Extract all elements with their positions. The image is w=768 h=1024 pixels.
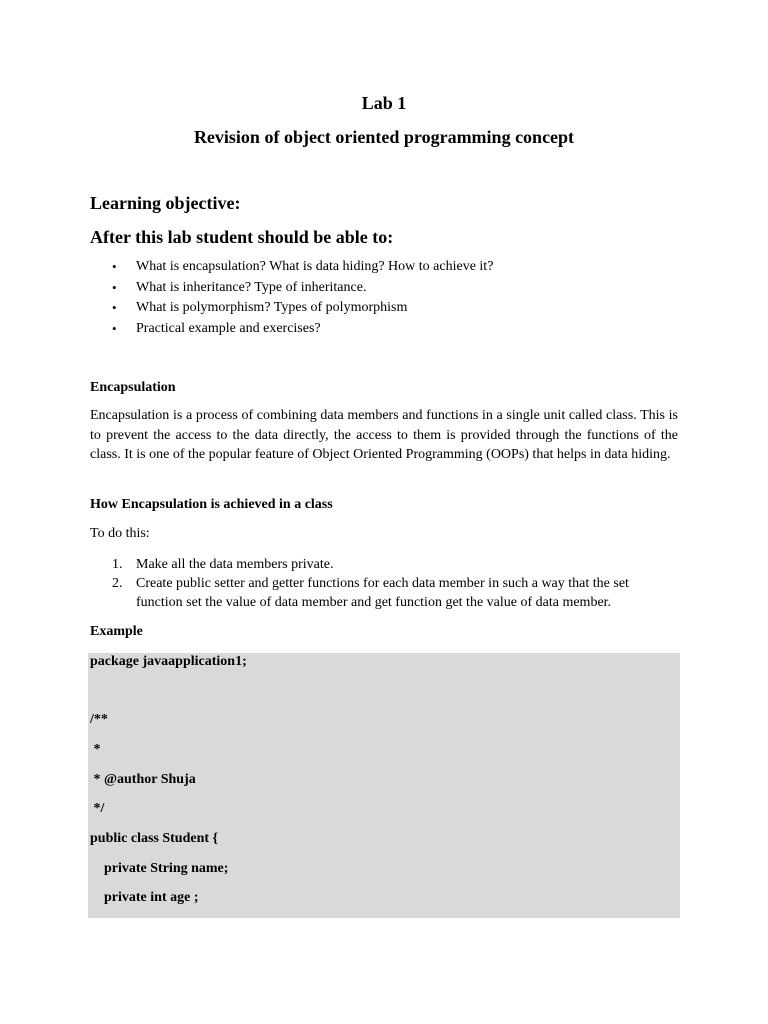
code-line: private String name; <box>90 861 229 876</box>
objective-item: • What is encapsulation? What is data hiding? How to achieve it? <box>112 257 493 278</box>
objective-item: • Practical example and exercises? <box>112 319 493 340</box>
lab-title: Lab 1 <box>361 93 407 113</box>
code-line: private int age ; <box>90 890 199 905</box>
steps-list <box>112 555 678 612</box>
lab-subtitle: Revision of object oriented programming concept <box>193 127 575 147</box>
code-line: package javaapplication1; <box>90 654 247 669</box>
code-line: */ <box>90 801 105 816</box>
step-text: Create public setter and getter functions for each data member in such a way that the set function set the value of data member and get function get the value of data member. <box>136 576 629 610</box>
how-encapsulation-heading: How Encapsulation is achieved in a class <box>90 497 333 512</box>
step-item <box>112 574 678 612</box>
step-item <box>112 555 678 574</box>
step-number: 1. <box>112 557 123 572</box>
code-line: * @author Shuja <box>90 772 196 787</box>
code-line: /** <box>90 712 108 727</box>
code-line: * <box>90 742 101 757</box>
encapsulation-heading: Encapsulation <box>90 380 176 395</box>
learning-subheading: After this lab student should be able to: <box>90 227 394 247</box>
code-line: public class Student { <box>90 831 219 846</box>
objective-item: • What is polymorphism? Types of polymorphism <box>112 298 493 319</box>
encapsulation-paragraph: Encapsulation is a process of combining data members and functions in a single unit called class. This is to prevent the access to the data directly, the access to them is provided through the functions of the class. It is one of the popular feature of Object Oriented Programming (OOPs) that helps in data hiding. <box>90 408 678 462</box>
example-heading: Example <box>90 624 143 639</box>
learning-objective-heading: Learning objective: <box>90 193 241 213</box>
objectives-list <box>112 257 493 339</box>
todo-text: To do this: <box>90 526 150 541</box>
step-number: 2. <box>112 576 123 591</box>
step-text: Make all the data members private. <box>136 557 334 572</box>
objective-item: • What is inheritance? Type of inheritance. <box>112 278 493 299</box>
